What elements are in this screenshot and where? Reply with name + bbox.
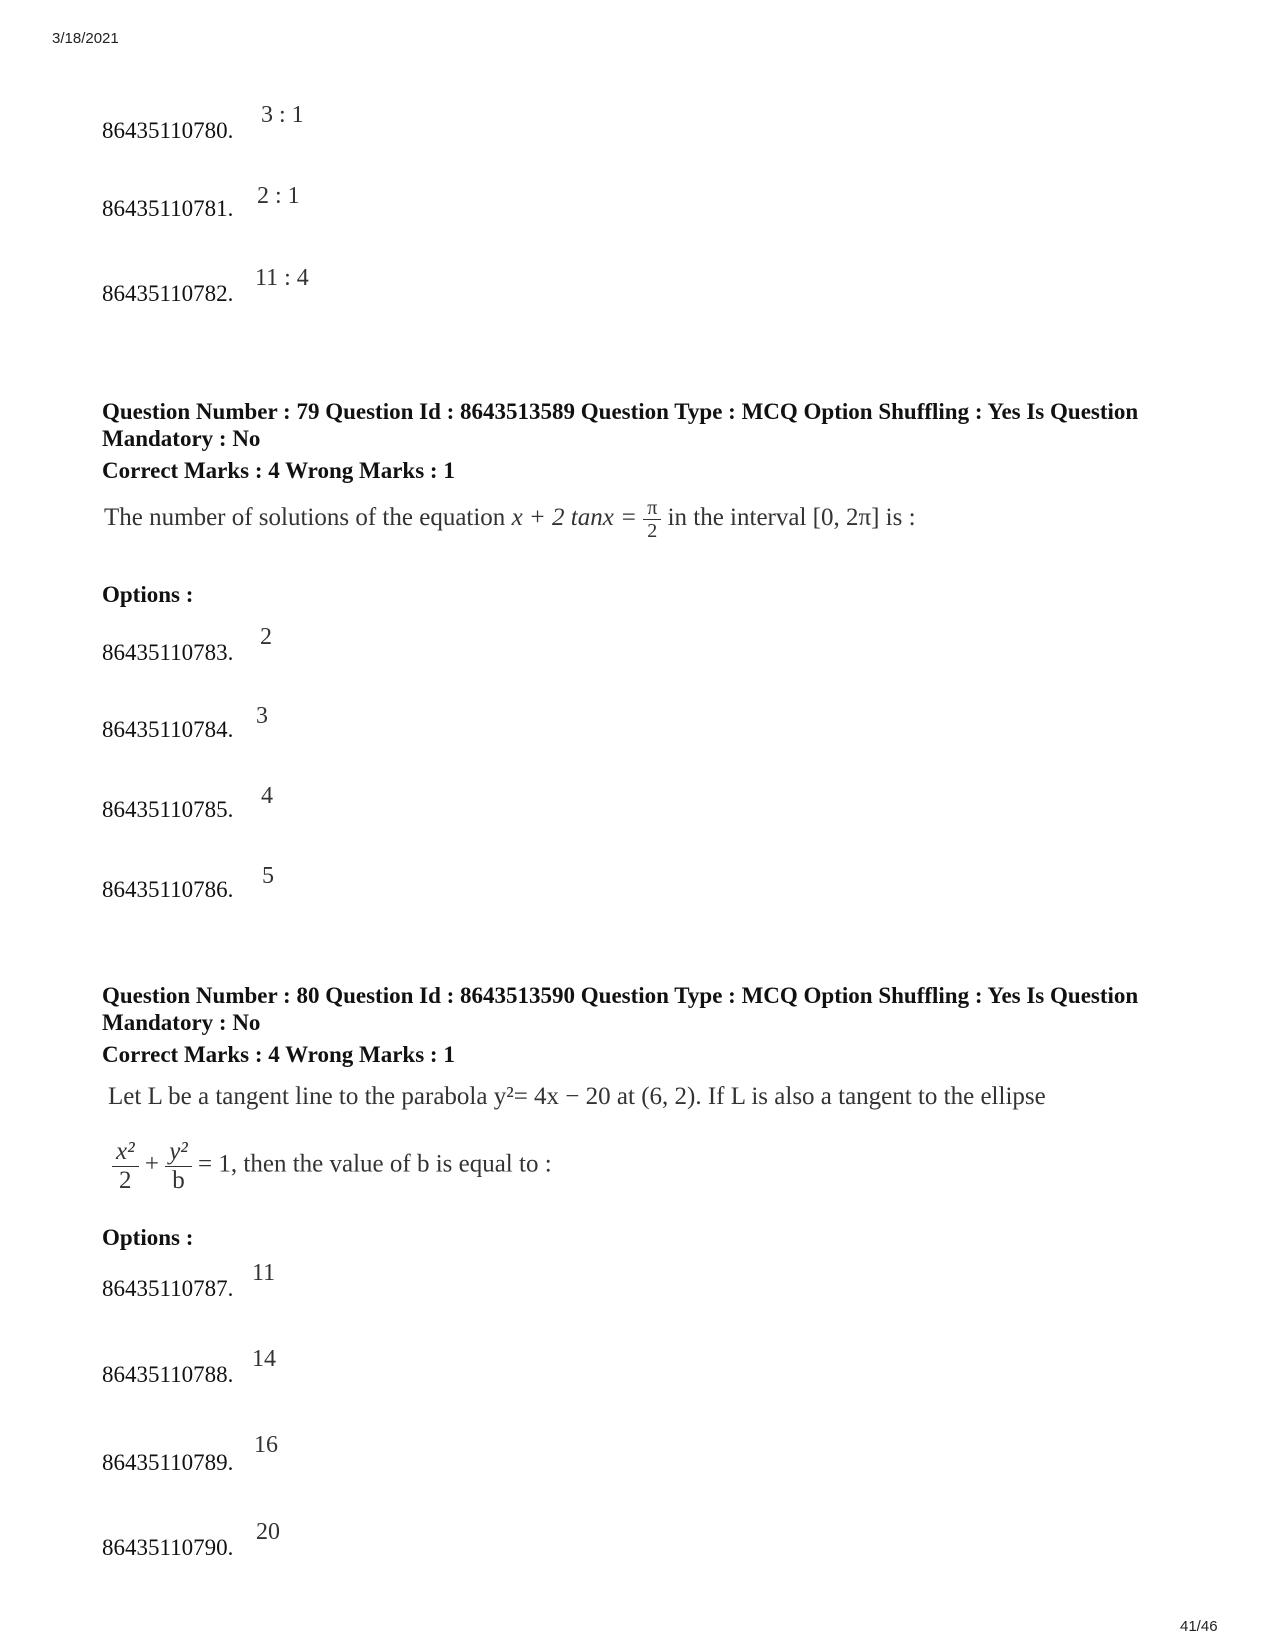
fraction-numerator: y²	[165, 1138, 192, 1167]
question-79-meta: Question Number : 79 Question Id : 8643513589 Question Type : MCQ Option Shuffling : Yes Is Question Mandatory : No	[102, 399, 1139, 451]
option-value: 11	[252, 1260, 276, 1286]
question-80-line-2-text: = 1, then the value of b is equal to :	[198, 1150, 552, 1178]
question-79-options-label: Options :	[102, 582, 194, 607]
option-id: 86435110790.	[102, 1535, 234, 1560]
option-id: 86435110784.	[102, 717, 234, 742]
option-id: 86435110785.	[102, 797, 234, 822]
plus-sign: +	[144, 1150, 159, 1178]
ellipse-fraction-x	[112, 1138, 139, 1194]
question-80-line-2	[112, 1138, 552, 1194]
option-value: 20	[256, 1519, 280, 1545]
question-80-options-label: Options :	[102, 1225, 194, 1250]
option-id: 86435110783.	[102, 640, 234, 665]
question-80-meta: Question Number : 80 Question Id : 8643513590 Question Type : MCQ Option Shuffling : Yes Is Question Mandatory : No	[102, 983, 1139, 1035]
option-id: 86435110788.	[102, 1362, 234, 1387]
question-79-expression: x + 2 tanx =	[511, 504, 637, 532]
question-79-text-before: The number of solutions of the equation	[104, 504, 506, 532]
fraction-denominator: 2	[647, 520, 658, 542]
page-number: 41/46	[1180, 1618, 1218, 1635]
option-id: 86435110789.	[102, 1450, 234, 1475]
option-id: 86435110781.	[102, 196, 234, 221]
option-value: 2	[260, 624, 272, 650]
option-value: 3	[256, 703, 268, 729]
option-value: 11 : 4	[255, 265, 309, 291]
fraction-denominator: b	[172, 1166, 185, 1194]
print-date: 3/18/2021	[52, 30, 119, 47]
question-79-text-after: in the interval [0, 2π] is :	[667, 504, 916, 532]
option-id: 86435110786.	[102, 877, 234, 902]
option-id: 86435110782.	[102, 281, 234, 306]
option-id: 86435110780.	[102, 118, 234, 143]
option-value: 3 : 1	[261, 102, 304, 128]
question-79-marks: Correct Marks : 4 Wrong Marks : 1	[102, 458, 455, 483]
question-79-fraction	[643, 497, 661, 542]
option-value: 16	[254, 1432, 278, 1458]
option-value: 4	[261, 783, 273, 809]
question-80-line-1: Let L be a tangent line to the parabola y²= 4x − 20 at (6, 2). If L is also a tangent to the ellipse	[108, 1083, 1046, 1110]
fraction-numerator: x²	[112, 1138, 139, 1167]
option-value: 5	[262, 863, 274, 889]
fraction-denominator: 2	[119, 1166, 132, 1194]
question-79-text	[104, 497, 916, 542]
option-value: 14	[252, 1346, 276, 1372]
question-80-marks: Correct Marks : 4 Wrong Marks : 1	[102, 1042, 455, 1067]
fraction-numerator: π	[643, 497, 661, 520]
option-value: 2 : 1	[257, 183, 300, 209]
ellipse-fraction-y	[165, 1138, 192, 1194]
option-id: 86435110787.	[102, 1276, 234, 1301]
